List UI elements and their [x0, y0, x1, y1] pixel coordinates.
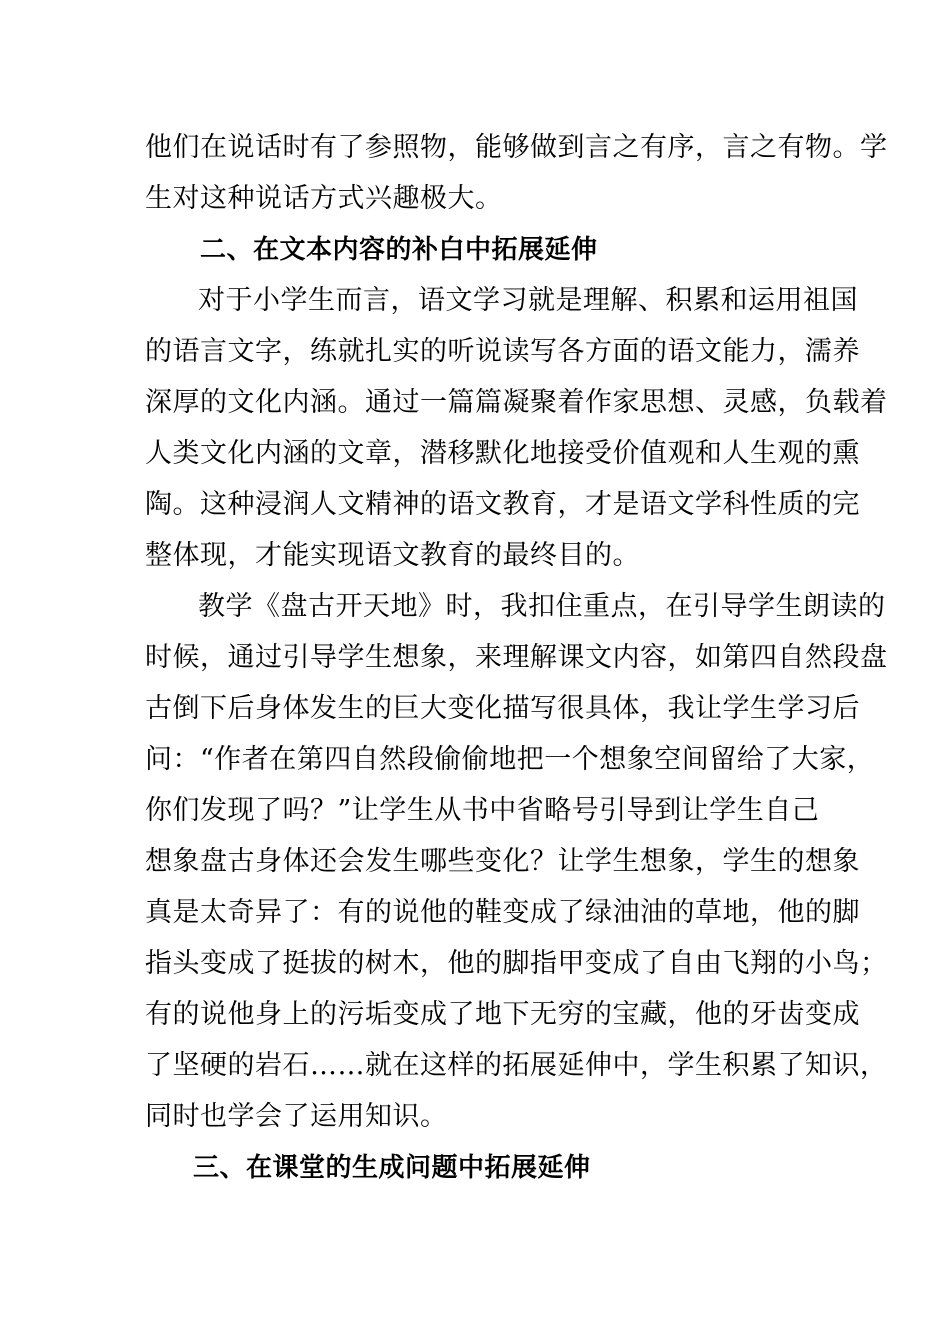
paragraph-1-line-1: 他们在说话时有了参照物，能够做到言之有序，言之有物。学	[145, 132, 888, 163]
paragraph-2-line-3: 深厚的文化内涵。通过一篇篇凝聚着作家思想、灵感，负载着	[145, 387, 888, 418]
paragraph-2-line-2: 的语言文字，练就扎实的听说读写各方面的语文能力，濡养	[145, 336, 860, 367]
paragraph-3-line-1: 教学《盘古开天地》时，我扣住重点，在引导学生朗读的	[198, 591, 886, 622]
paragraph-3-line-7: 真是太奇异了：有的说他的鞋变成了绿油油的草地，他的脚	[145, 897, 860, 928]
paragraph-1-line-2: 生对这种说话方式兴趣极大。	[145, 183, 503, 214]
paragraph-2-line-5: 陶。这种浸润人文精神的语文教育，才是语文学科性质的完	[145, 489, 860, 520]
paragraph-3-line-10: 了坚硬的岩石……就在这样的拓展延伸中，学生积累了知识，	[145, 1050, 888, 1081]
paragraph-3-line-11: 同时也学会了运用知识。	[145, 1101, 448, 1132]
paragraph-3-line-8: 指头变成了挺拔的树木，他的脚指甲变成了自由飞翔的小鸟；	[145, 948, 888, 979]
paragraph-3-line-3: 古倒下后身体发生的巨大变化描写很具体，我让学生学习后	[145, 693, 860, 724]
paragraph-2-line-6: 整体现，才能实现语文教育的最终目的。	[145, 540, 640, 571]
paragraph-3-line-9: 有的说他身上的污垢变成了地下无穷的宝藏，他的牙齿变成	[145, 999, 860, 1030]
paragraph-2-line-4: 人类文化内涵的文章，潜移默化地接受价值观和人生观的熏	[145, 438, 860, 469]
section-heading-3: 三、在课堂的生成问题中拓展延伸	[193, 1153, 591, 1183]
paragraph-3-line-5: 你们发现了吗？”让学生从书中省略号引导到让学生自己	[145, 795, 820, 826]
paragraph-3-line-2: 时候，通过引导学生想象，来理解课文内容，如第四自然段盘	[145, 642, 888, 673]
paragraph-3-line-4: 问：“作者在第四自然段偷偷地把一个想象空间留给了大家，	[145, 744, 875, 775]
paragraph-2-line-1: 对于小学生而言，语文学习就是理解、积累和运用祖国	[198, 285, 858, 316]
paragraph-3-line-6: 想象盘古身体还会发生哪些变化？让学生想象，学生的想象	[145, 846, 860, 877]
section-heading-2: 二、在文本内容的补白中拓展延伸	[200, 235, 598, 265]
